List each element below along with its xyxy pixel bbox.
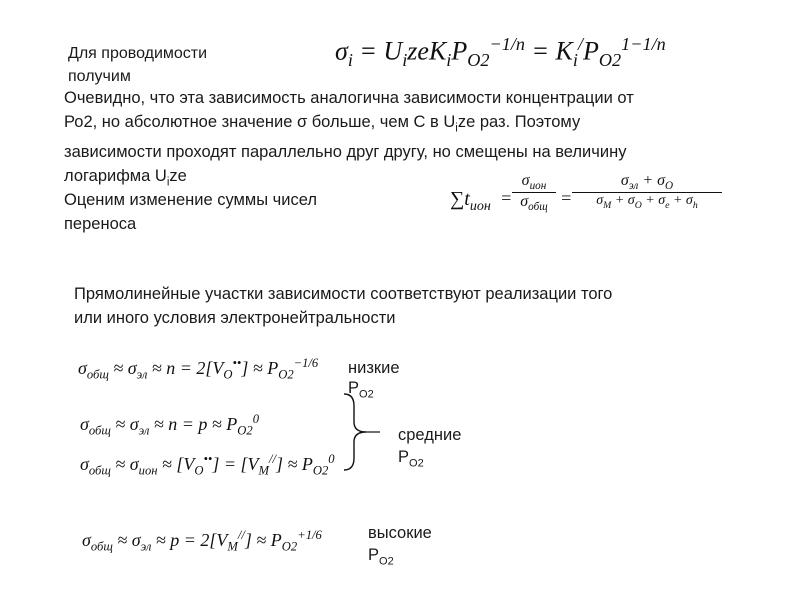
estimate-label [64, 188, 317, 236]
eq-mid2-mid: ] = [V [212, 454, 259, 474]
sum-frac2-num [572, 172, 722, 193]
eq-mid2-sup3: •• [203, 452, 213, 466]
eq-mid1-sub2: эл [138, 423, 150, 438]
eq-mid2-end: ] ≈ P [275, 454, 313, 474]
eq-sigma-lhs-sub: i [347, 49, 353, 70]
eq-high-sub1: общ [90, 539, 113, 554]
eq-sigma-k2: = K [531, 36, 573, 66]
label-mid-p [398, 446, 461, 474]
label-mid-text: средние [398, 426, 462, 444]
estimate-line2: переноса [64, 215, 137, 233]
eq-high-pressure [82, 528, 322, 555]
paragraph-line2-sub: i [455, 122, 458, 135]
eq-low-approx1: ≈ σ [113, 358, 137, 378]
label-high-p-sub: O2 [379, 555, 394, 568]
label-high-p [368, 544, 432, 572]
eq-mid1-approx2: ≈ n = p ≈ P [153, 414, 238, 434]
sum-den2-o: O [634, 199, 642, 211]
eq-sigma-k2-prime: / [577, 34, 583, 54]
paragraph-line2-text: Ро2, но абсолютное значение σ больше, чем С в U [64, 113, 456, 131]
eq-low-pressure [78, 356, 318, 383]
eq-high-sigma: σ [82, 530, 91, 550]
sum-frac1-num [512, 172, 556, 193]
sum-den2-e: e [665, 199, 670, 211]
eq-sigma-p-sub: O2 [467, 49, 490, 70]
linear-line2: или иного условия электронейтральности [74, 309, 396, 327]
sum-lhs [450, 188, 491, 215]
sum-den2-m: M [603, 199, 612, 211]
eq-low-exp: −1/6 [293, 356, 319, 370]
linear-label [74, 282, 774, 330]
eq-mid1-sub3: O2 [237, 423, 253, 438]
intro-label [68, 42, 207, 88]
eq-sigma-u-sub: i [402, 49, 408, 70]
eq-sigma-k2-sub: i [572, 49, 578, 70]
sum-den1-sub: общ [528, 201, 548, 214]
paragraph-line2-end: ze раз. Поэтому [457, 113, 581, 131]
eq-sigma-zek: zeK [407, 36, 447, 66]
eq-mid1-sub1: общ [88, 423, 111, 438]
eq-high-approx1: ≈ σ [117, 530, 141, 550]
intro-line2: получим [68, 68, 131, 85]
eq-sigma-exp1: −1/n [489, 34, 525, 54]
sum-frac1-den [512, 193, 556, 213]
eq-mid2-approx1: ≈ σ [115, 454, 139, 474]
paragraph-line4-end: ze [169, 167, 187, 186]
eq-sigma-p: P [451, 36, 468, 66]
paragraph-line3: зависимости проходят параллельно друг другу, но смещены на величину [64, 143, 627, 162]
eq-high-sup3: // [237, 528, 245, 542]
label-high [368, 522, 432, 572]
eq-sigma-k-sub: i [446, 49, 452, 70]
sum-eq2: = [560, 188, 573, 208]
label-low-p-letter: P [348, 379, 360, 397]
sum-num2-plus: + σ [642, 172, 666, 189]
paragraph-line2 [64, 110, 794, 140]
eq-mid1-approx1: ≈ σ [115, 414, 139, 434]
eq-mid-pressure-2 [80, 452, 335, 479]
sum-eq1: = [500, 188, 513, 208]
eq-mid2-sub5: O2 [312, 463, 329, 478]
eq-high-exp: +1/6 [297, 528, 322, 542]
eq-mid2-sub1: общ [88, 463, 111, 478]
sum-den2-h: h [692, 199, 698, 211]
label-mid [398, 424, 461, 474]
label-low-p-sub: O2 [359, 388, 374, 401]
eq-mid2-sup4: // [268, 452, 276, 466]
sum-num2-sub2: O [665, 180, 674, 193]
paragraph-line4-sub: i [166, 176, 170, 189]
eq-low-sup3: •• [232, 356, 242, 370]
sum-num1: σ [521, 172, 530, 189]
eq-low-sub3: O [223, 367, 233, 382]
sum-den1: σ [520, 193, 529, 211]
paragraph-line1: Очевидно, что эта зависимость аналогична зависимости концентрации от [64, 89, 634, 107]
eq-mid1-exp: 0 [252, 412, 259, 426]
sum-num2: σ [620, 172, 629, 189]
eq-low-end: ] ≈ P [241, 358, 279, 378]
sum-frac2 [572, 172, 722, 211]
eq-low-sub4: O2 [278, 367, 294, 382]
eq-low-approx2: ≈ n = 2[V [151, 358, 224, 378]
eq-high-approx2: ≈ p = 2[V [155, 530, 228, 550]
eq-high-sub3: M [227, 539, 238, 554]
label-high-p-letter: P [368, 546, 380, 564]
eq-high-end: ] ≈ P [244, 530, 282, 550]
eq-mid2-approx2: ≈ [V [161, 454, 195, 474]
eq-sigma-p2-sub: O2 [598, 49, 622, 70]
sum-num1-sub: ион [529, 180, 547, 193]
sum-symbol: ∑t [450, 188, 470, 210]
curly-brace-icon [340, 392, 380, 472]
eq-low-sub2: эл [136, 367, 148, 382]
eq-mid2-exp: 0 [328, 452, 335, 466]
eq-low-sigma: σ [78, 358, 87, 378]
sigma-equation [335, 34, 666, 71]
eq-sigma-exp2: 1−1/n [621, 34, 666, 54]
eq-sigma-p2: P [583, 36, 599, 66]
sum-frac2-den: $\sigma_M + \sigma_O + \sigma_e + \sigma_h$ [596, 193, 698, 211]
eq-high-sub2: эл [140, 539, 152, 554]
eq-mid2-sub4: M [258, 463, 269, 478]
label-mid-p-sub: O2 [409, 457, 424, 470]
eq-mid2-sigma: σ [80, 454, 89, 474]
eq-sigma-u: = U [359, 36, 403, 66]
eq-low-sub1: общ [86, 367, 109, 382]
linear-line1: Прямолинейные участки зависимости соответствуют реализации того [74, 285, 613, 303]
label-high-text: высокие [368, 524, 432, 542]
estimate-line1: Оценим изменение суммы чисел [64, 191, 317, 209]
intro-line1: Для проводимости [68, 45, 208, 62]
paragraph-line4-text: логарифма U [64, 167, 167, 186]
eq-high-sub4: O2 [281, 539, 298, 554]
eq-mid1-sigma: σ [80, 414, 89, 434]
eq-mid2-sub3: O [194, 463, 204, 478]
sum-sub: ион [469, 199, 491, 214]
eq-mid2-sub2: ион [138, 463, 158, 478]
eq-mid-pressure-1 [80, 412, 259, 439]
label-low-text: низкие [348, 359, 400, 377]
sum-num2-sub: эл [628, 180, 639, 193]
sum-equation [450, 170, 750, 230]
eq-sigma-lhs: σ [335, 36, 348, 66]
label-mid-p-letter: P [398, 448, 410, 466]
sum-frac1 [512, 172, 556, 213]
